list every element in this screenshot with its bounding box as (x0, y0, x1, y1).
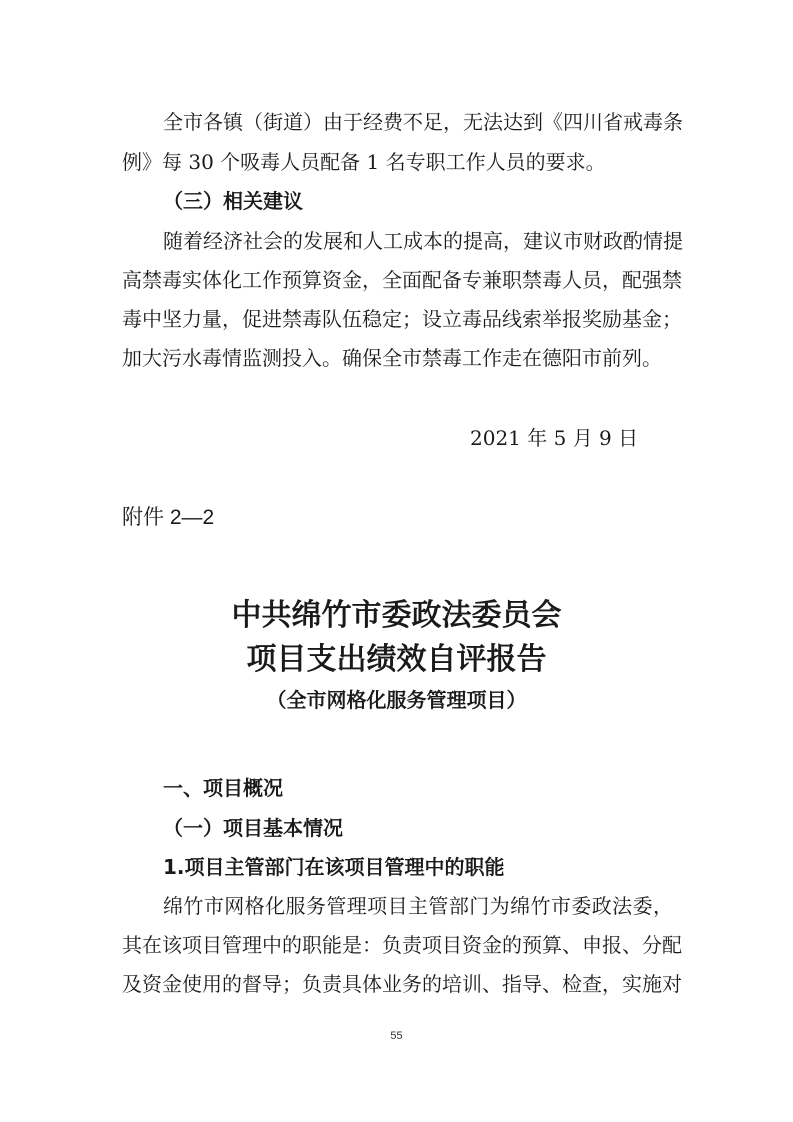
paragraph-line: 加大污水毒情监测投入。确保全市禁毒工作走在德阳市前列。 (122, 346, 662, 370)
paragraph-line: 例》每 30 个吸毒人员配备 1 名专职工作人员的要求。 (122, 150, 606, 174)
document-date: 2021 年 5 月 9 日 (470, 426, 639, 450)
paragraph-line: 高禁毒实体化工作预算资金，全面配备专兼职禁毒人员，配强禁 (122, 268, 682, 292)
page-number: 55 (390, 1030, 403, 1042)
section-heading-suggestions: （三）相关建议 (163, 189, 303, 213)
report-title-line1: 中共绵竹市委政法委员会 (231, 598, 562, 633)
attachment-label: 附件 2—2 (122, 506, 215, 529)
paragraph-line: 其在该项目管理中的职能是：负责项目资金的预算、申报、分配 (122, 933, 682, 957)
outline-heading-2: （一）项目基本情况 (163, 816, 343, 840)
outline-heading-1: 一、项目概况 (163, 776, 283, 800)
outline-heading-3: 1.项目主管部门在该项目管理中的职能 (163, 855, 505, 879)
paragraph-line: 绵竹市网格化服务管理项目主管部门为绵竹市委政法委， (163, 894, 673, 918)
paragraph-line: 毒中坚力量，促进禁毒队伍稳定；设立毒品线索举报奖励基金； (122, 307, 682, 331)
paragraph-line: 随着经济社会的发展和人工成本的提高，建议市财政酌情提 (163, 229, 683, 253)
paragraph-line: 全市各镇（街道）由于经费不足，无法达到《四川省戒毒条 (163, 110, 683, 134)
report-title-line2: 项目支出绩效自评报告 (246, 642, 547, 677)
report-subtitle: （全市网格化服务管理项目） (266, 688, 527, 712)
paragraph-line: 及资金使用的督导；负责具体业务的培训、指导、检查，实施对 (122, 972, 682, 996)
